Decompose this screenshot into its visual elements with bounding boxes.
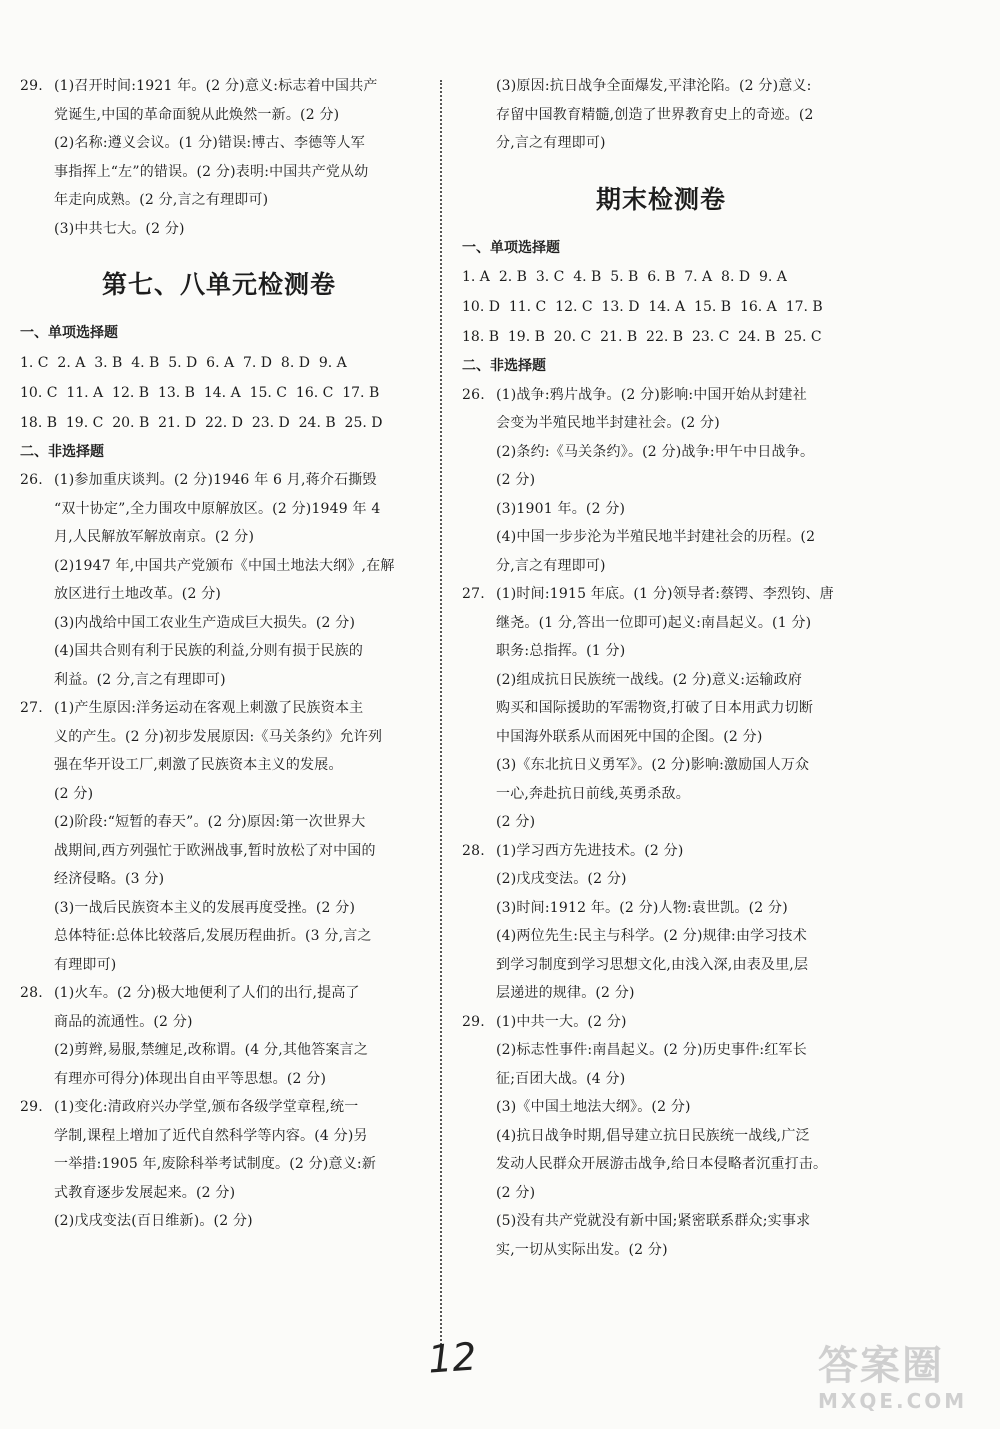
question-number: 29. [20,1099,43,1115]
question-number: 29. [462,1013,485,1030]
mc-answers-row: 10. C 11. A 12. B 13. B 14. A 15. C 16. C 17. B [20,384,380,401]
answer-line: 层递进的规律。(2 分) [496,985,635,1001]
answer-line: (2 分) [496,1184,536,1201]
answer-line: 义的产生。(2 分)初步发展原因:《马关条约》允许列 [54,728,383,745]
answer-body [496,837,860,1008]
answer-line: 有理即可) [54,956,117,973]
answer-line: 式教育逐步发展起来。(2 分) [54,1184,236,1201]
answer-line: 经济侵略。(3 分) [54,871,165,887]
answer-line: (2 分) [54,785,94,802]
answer-line: (2)1947 年,中国共产党颁布《中国土地法大纲》,在解 [54,557,395,574]
answer-line: (2)戊戌变法。(2 分) [496,871,627,887]
answer-line: 分,言之有理即可) [496,135,606,151]
question-29-prev-unit [20,72,418,243]
section-heading-multiple-choice: 一、单项选择题 [20,325,118,341]
answer-line: 利益。(2 分,言之有理即可) [54,671,226,688]
answer-line: 年走向成熟。(2 分,言之有理即可) [54,192,269,208]
section-title-final-exam: 期末检测卷 [595,184,726,214]
mc-answers-row: 10. D 11. C 12. C 13. D 14. A 15. B 16. A 17. B [462,299,823,315]
answer-line: (2)名称:遵义会议。(1 分)错误:博古、李德等人军 [54,135,365,151]
answer-line: 购买和国际援助的军需物资,打破了日本用武力切断 [496,700,814,716]
answer-line: 商品的流通性。(2 分) [54,1013,193,1030]
answer-line: (4)两位先生:民主与科学。(2 分)规律:由学习技术 [496,928,807,944]
answer-line: (3)内战给中国工农业生产造成巨大损失。(2 分) [54,614,356,631]
answer-body [54,694,418,979]
answer-line: (1)时间:1915 年底。(1 分)领导者:蔡锷、李烈钧、唐 [496,586,834,602]
page-number: 12 [426,1334,478,1382]
right-column [462,72,860,1264]
answer-line: (1)产生原因:洋务运动在客观上刺激了民族资本主 [54,700,364,716]
answer-line: 存留中国教育精髓,创造了世界教育史上的奇迹。(2 [496,106,814,123]
answer-line: 继尧。(1 分,答出一位即可)起义:南昌起义。(1 分) [496,614,812,631]
answer-line: (1)中共一大。(2 分) [496,1013,627,1030]
mc-answers-row: 1. C 2. A 3. B 4. B 5. D 6. A 7. D 8. D 9. A [20,354,347,371]
answer-line: 实,一切从实际出发。(2 分) [496,1241,668,1258]
answer-body [496,1008,860,1265]
answer-line: 战期间,西方列强忙于欧洲战事,暂时放松了对中国的 [54,842,376,859]
answer-body [496,580,860,837]
answer-line: (1)召开时间:1921 年。(2 分)意义:标志着中国共产 [54,78,378,94]
answer-line: 事指挥上“左”的错误。(2 分)表明:中国共产党从幼 [54,163,369,180]
answer-body [54,1093,418,1236]
answer-body [54,72,418,243]
answer-line: 中国海外联系从而困死中国的企图。(2 分) [496,728,763,745]
answer-line: (3)1901 年。(2 分) [496,500,626,517]
answer-line: 强在华开设工厂,刺激了民族资本主义的发展。 [54,757,343,773]
answer-line: 到学习制度到学习思想文化,由浅入深,由表及里,层 [496,956,809,973]
answer-line: (3)中共七大。(2 分) [54,220,185,237]
question-26 [462,381,860,581]
watermark-text: 答案圈 [818,1343,944,1389]
answer-line: (3)原因:抗日战争全面爆发,平津沦陷。(2 分)意义: [496,78,812,94]
answer-line: (2)条约:《马关条约》。(2 分)战争:甲午中日战争。 [496,443,815,460]
answer-body [496,72,860,158]
question-number: 28. [20,985,43,1001]
question-27 [462,580,860,837]
answer-line: (2 分) [496,472,536,488]
question-29 [20,1093,418,1236]
answer-body [54,466,418,694]
section-heading-non-choice: 二、非选择题 [462,358,546,374]
question-28 [462,837,860,1008]
question-number: 29. [20,78,43,94]
question-27 [20,694,418,979]
answer-line: (2)阶段:“短暂的春天”。(2 分)原因:第一次世界大 [54,814,366,830]
mc-answers-row: 18. B 19. C 20. B 21. D 22. D 23. D 24. B 25. D [20,414,383,431]
answer-line: (1)火车。(2 分)极大地便利了人们的出行,提高了 [54,985,360,1001]
answer-line: 征;百团大战。(4 分) [496,1070,626,1087]
answer-line: 一举措:1905 年,废除科举考试制度。(2 分)意义:新 [54,1156,377,1172]
question-29 [462,1008,860,1265]
answer-line: (1)变化:清政府兴办学堂,颁布各级学堂章程,统一 [54,1099,359,1115]
answer-line: (2)组成抗日民族统一战线。(2 分)意义:运输政府 [496,671,803,688]
watermark-logo [818,1344,988,1420]
question-29-continued [462,72,860,158]
section-heading-multiple-choice: 一、单项选择题 [462,239,560,256]
answer-line: 党诞生,中国的革命面貌从此焕然一新。(2 分) [54,106,340,123]
answer-line: (5)没有共产党就没有新中国;紧密联系群众;实事求 [496,1213,811,1229]
answer-line: 职务:总指挥。(1 分) [496,643,626,659]
answer-line: 分,言之有理即可) [496,557,606,574]
answer-line: (3)时间:1912 年。(2 分)人物:袁世凯。(2 分) [496,899,788,916]
answer-line: (3)《中国土地法大纲》。(2 分) [496,1099,691,1115]
answer-line: (1)战争:鸦片战争。(2 分)影响:中国开始从封建社 [496,386,807,403]
mc-answers-row: 1. A 2. B 3. C 4. B 5. B 6. B 7. A 8. D 9. A [462,269,787,285]
answer-line: “双十协定”,全力围攻中原解放区。(2 分)1949 年 4 [54,500,381,517]
question-number: 27. [462,586,485,602]
left-column [20,72,418,1236]
question-number: 27. [20,700,43,716]
question-number: 26. [462,386,485,403]
section-heading-non-choice: 二、非选择题 [20,443,104,460]
answer-line: (1)参加重庆谈判。(2 分)1946 年 6 月,蒋介石撕毁 [54,472,377,488]
answer-line: 一心,奔赴抗日前线,英勇杀敌。 [496,785,690,802]
question-26 [20,466,418,694]
answer-line: (4)抗日战争时期,倡导建立抗日民族统一战线,广泛 [496,1127,810,1144]
answer-line: (3)《东北抗日义勇军》。(2 分)影响:激励国人万众 [496,757,810,773]
answer-line: (2)戊戌变法(百日维新)。(2 分) [54,1213,253,1229]
answer-line: (4)国共合则有利于民族的利益,分则有损于民族的 [54,643,364,659]
question-28 [20,979,418,1093]
section-title-unit-7-8: 第七、八单元检测卷 [101,270,336,299]
answer-line: 放区进行土地改革。(2 分) [54,586,222,602]
answer-body [496,381,860,581]
answer-line: (3)一战后民族资本主义的发展再度受挫。(2 分) [54,899,356,916]
answer-line: (2)剪辫,易服,禁缠足,改称谓。(4 分,其他答案言之 [54,1042,369,1058]
column-divider [440,80,442,1345]
watermark-url: MXQE.COM [818,1389,968,1413]
question-number: 26. [20,472,43,488]
answer-line: (1)学习西方先进技术。(2 分) [496,842,684,859]
answer-line: (2)标志性事件:南昌起义。(2 分)历史事件:红军长 [496,1042,807,1058]
answer-line: (4)中国一步步沦为半殖民地半封建社会的历程。(2 [496,529,816,545]
answer-line: (2 分) [496,814,536,830]
answer-line: 月,人民解放军解放南京。(2 分) [54,529,255,545]
answer-body [54,979,418,1093]
answer-line: 总体特征:总体比较落后,发展历程曲折。(3 分,言之 [54,928,372,944]
answer-line: 学制,课程上增加了近代自然科学等内容。(4 分)另 [54,1127,368,1144]
question-number: 28. [462,842,485,859]
answer-line: 会变为半殖民地半封建社会。(2 分) [496,415,720,431]
answer-line: 有理亦可得分)体现出自由平等思想。(2 分) [54,1070,327,1087]
answer-line: 发动人民群众开展游击战争,给日本侵略者沉重打击。 [496,1156,828,1172]
mc-answers-row: 18. B 19. B 20. C 21. B 22. B 23. C 24. B 25. C [462,329,822,345]
